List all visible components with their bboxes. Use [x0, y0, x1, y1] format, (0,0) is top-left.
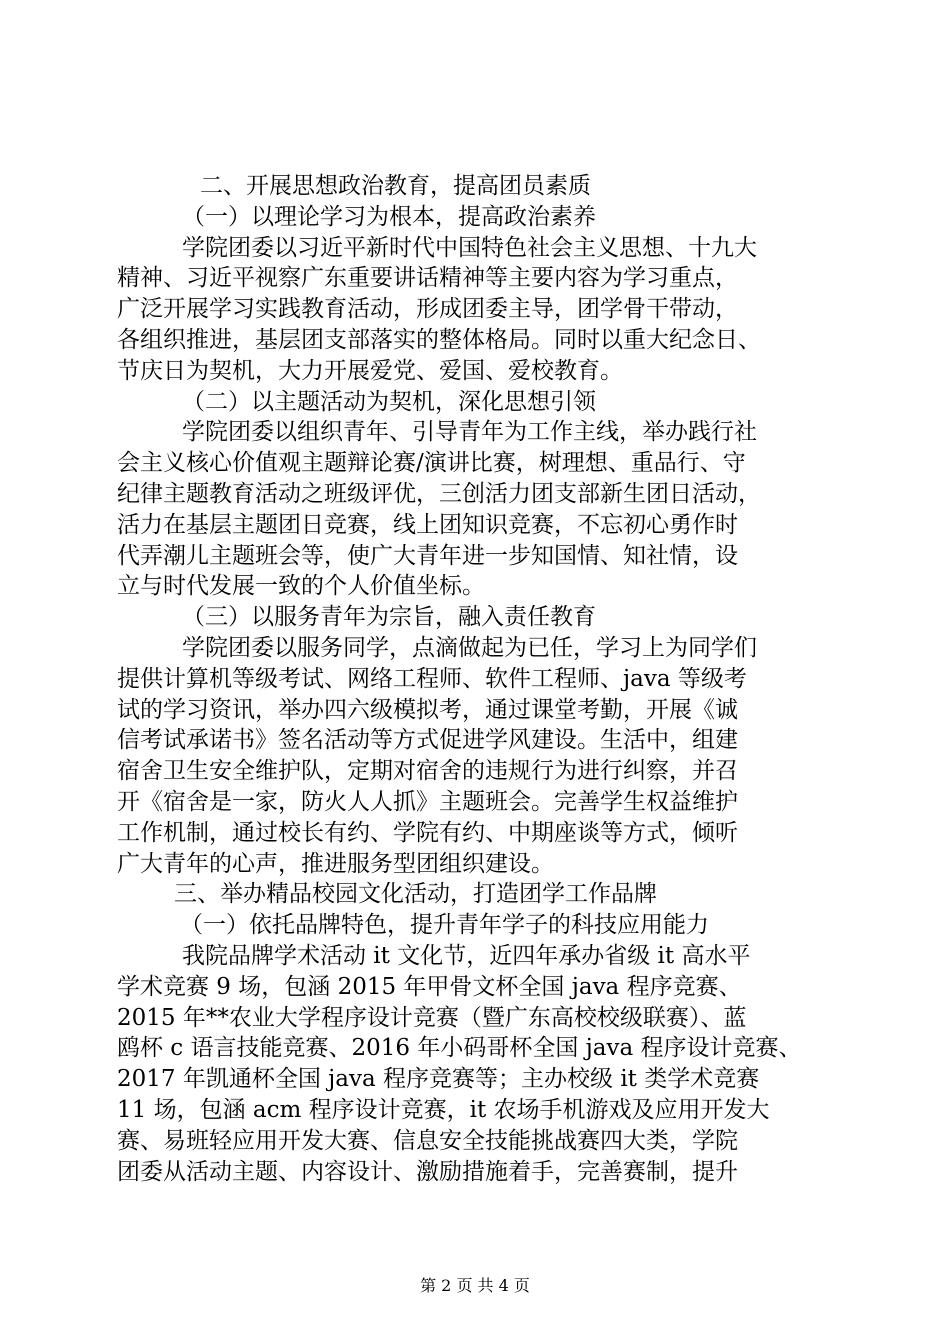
paragraph-line: 赛、易班轻应用开发大赛、信息安全技能挑战赛四大类，学院	[117, 1128, 738, 1154]
paragraph-line: 学院团委以习近平新时代中国特色社会主义思想、十九大	[182, 235, 757, 261]
paragraph-line: 2015 年**农业大学程序设计竞赛（暨广东高校校级联赛）、蓝	[117, 1005, 747, 1031]
heading-section-3: 三、举办精品校园文化活动，打造团学工作品牌	[174, 881, 657, 907]
paragraph-line: 提供计算机等级考试、网络工程师、软件工程师、java 等级考	[117, 666, 747, 692]
subheading-3-1: （一）依托品牌特色，提升青年学子的科技应用能力	[180, 912, 709, 938]
paragraph-line: 会主义核心价值观主题辩论赛/演讲比赛，树理想、重品行、守	[117, 450, 746, 476]
paragraph-line: 广大青年的心声，推进服务型团组织建设。	[117, 851, 554, 877]
paragraph-line: 工作机制，通过校长有约、学院有约、中期座谈等方式，倾听	[117, 820, 738, 846]
paragraph-line: 各组织推进，基层团支部落实的整体格局。同时以重大纪念日、	[117, 327, 761, 353]
subheading-2-3: （三）以服务青年为宗旨，融入责任教育	[182, 604, 596, 630]
paragraph-line: 我院品牌学术活动 it 文化节，近四年承办省级 it 高水平	[182, 943, 751, 969]
paragraph-line: 学术竞赛 9 场，包涵 2015 年甲骨文杯全国 java 程序竞赛、	[117, 974, 742, 1000]
paragraph-line: 团委从活动主题、内容设计、激励措施着手，完善赛制，提升	[117, 1159, 738, 1185]
paragraph-line: 11 场，包涵 acm 程序设计竞赛，it 农场手机游戏及应用开发大	[117, 1097, 770, 1123]
paragraph-line: 节庆日为契机，大力开展爱党、爱国、爱校教育。	[117, 358, 623, 384]
paragraph-line: 立与时代发展一致的个人价值坐标。	[117, 573, 485, 599]
paragraph-line: 精神、习近平视察广东重要讲话精神等主要内容为学习重点，	[117, 265, 738, 291]
paragraph-line: 2017 年凯通杯全国 java 程序竞赛等；主办校级 it 类学术竞赛	[117, 1066, 760, 1092]
paragraph-line: 代弄潮儿主题班会等，使广大青年进一步知国情、知社情，设	[117, 543, 738, 569]
paragraph-line: 信考试承诺书》签名活动等方式促进学风建设。生活中，组建	[117, 727, 738, 753]
paragraph-line: 学院团委以组织青年、引导青年为工作主线，举办践行社	[182, 419, 757, 445]
paragraph-line: 学院团委以服务同学，点滴做起为已任，学习上为同学们	[182, 635, 757, 661]
subheading-2-2: （二）以主题活动为契机，深化思想引领	[182, 389, 596, 415]
page-footer: 第 2 页 共 4 页	[420, 1276, 530, 1295]
paragraph-line: 活力在基层主题团日竞赛，线上团知识竞赛，不忘初心勇作时	[117, 512, 738, 538]
heading-section-2: 二、开展思想政治教育，提高团员素质	[200, 173, 591, 199]
paragraph-line: 开《宿舍是一家，防火人人抓》主题班会。完善学生权益维护	[117, 789, 738, 815]
paragraph-line: 鸥杯 c 语言技能竞赛、2016 年小码哥杯全国 java 程序设计竞赛、	[117, 1035, 802, 1061]
paragraph-line: 宿舍卫生安全维护队，定期对宿舍的违规行为进行纠察，并召	[117, 758, 738, 784]
subheading-2-1: （一）以理论学习为根本，提高政治素养	[182, 204, 596, 230]
paragraph-line: 试的学习资讯，举办四六级模拟考，通过课堂考勤，开展《诚	[117, 697, 738, 723]
paragraph-line: 广泛开展学习实践教育活动，形成团委主导，团学骨干带动，	[117, 296, 738, 322]
paragraph-line: 纪律主题教育活动之班级评优，三创活力团支部新生团日活动，	[117, 481, 761, 507]
